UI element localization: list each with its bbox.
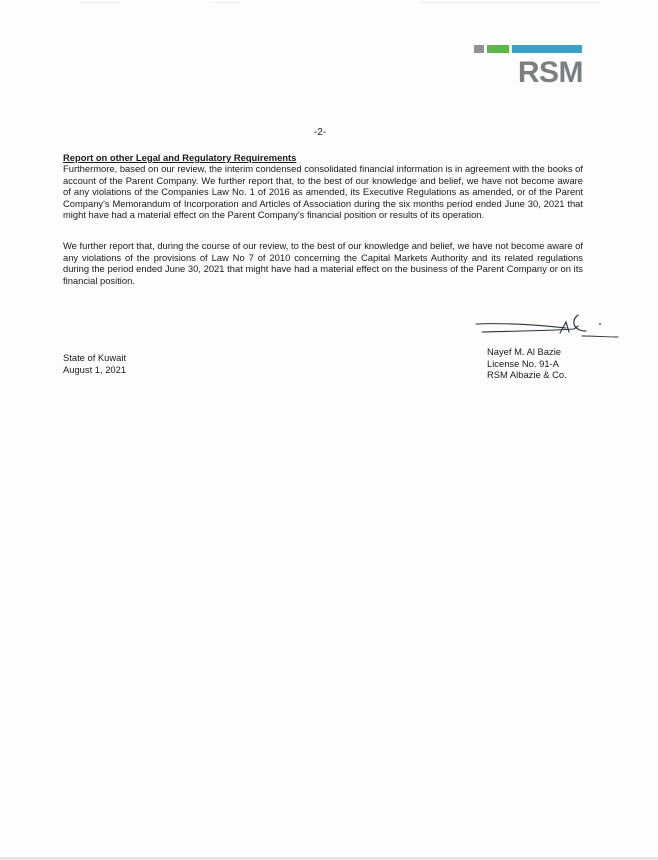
date-text: August 1, 2021 [63,364,127,375]
signatory-firm: RSM Albazie & Co. [487,369,567,381]
logo-bar-blue [512,45,582,53]
logo-bar-green [487,45,509,53]
scan-artifact [420,2,600,3]
place-and-date [63,352,126,376]
paragraph-review-findings: Furthermore, based on our review, the interim condensed consolidated financial information is in agreement with the books of account of the Parent Company. We further report that, to the best of our knowledge and belief, we have not become aware of any violations of the Companies Law No. 1 of 2016 as amended, its Executive Regulations as amended, or of the Parent Company's Memorandum of Incorporation and Articles of Association during the six months period ended June 30, 2021 that might have had a material effect on the Parent Company's financial position or results of its operation. [63,163,583,221]
page-number: -2- [313,127,327,138]
signatory-block [487,346,567,381]
signatory-name: Nayef M. Al Bazie [487,346,561,357]
logo-wordmark: RSM [517,56,583,89]
scan-artifact [210,2,240,3]
logo-bar-grey [474,45,484,53]
paragraph-cma-compliance: We further report that, during the course of our review, to the best of our knowledge and belief, we have not become aware of any violations of the provisions of Law No 7 of 2010 concerning the Capital Markets Authority and its related regulations during the period ended June 30, 2021 that might have had a material effect on the business of the Parent Company or on its financial position. [63,240,583,286]
rsm-logo [474,45,582,93]
section-heading: Report on other Legal and Regulatory Requirements [63,152,297,163]
scan-artifact [80,2,120,3]
handwritten-signature [474,309,620,345]
place-text: State of Kuwait [63,352,127,363]
signatory-license: License No. 91-A [487,357,559,369]
